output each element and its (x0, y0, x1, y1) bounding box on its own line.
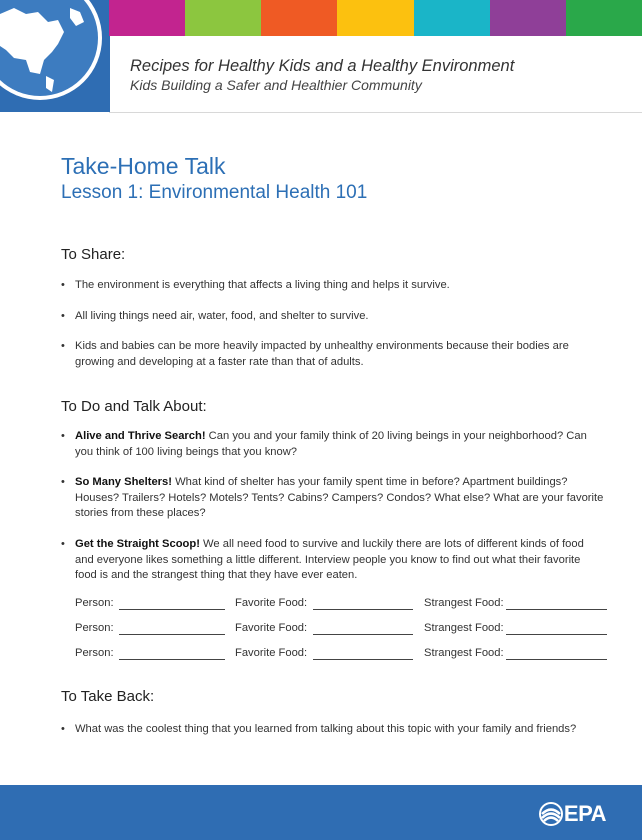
color-segment-orange (261, 0, 337, 36)
favorite-food-label: Favorite Food: (235, 647, 308, 659)
section-heading-to-do: To Do and Talk About: (61, 398, 207, 415)
bullet-icon: • (61, 430, 65, 442)
person-field[interactable] (119, 609, 225, 610)
favorite-food-field[interactable] (313, 659, 413, 660)
bullet-icon: • (61, 310, 65, 322)
globe-icon (0, 0, 110, 112)
epa-logo (538, 801, 606, 827)
strangest-food-field[interactable] (506, 609, 607, 610)
color-segment-teal (414, 0, 490, 36)
color-segment-yellow (337, 0, 413, 36)
color-segment-magenta (109, 0, 185, 36)
bullet-icon: • (61, 723, 65, 735)
bullet-icon: • (61, 476, 65, 488)
bullet-icon: • (61, 279, 65, 291)
interview-row (75, 647, 615, 663)
person-label: Person: (75, 622, 114, 634)
footer-bar (0, 785, 642, 840)
favorite-food-field[interactable] (313, 634, 413, 635)
strangest-food-field[interactable] (506, 634, 607, 635)
strangest-food-label: Strangest Food: (424, 597, 504, 609)
person-label: Person: (75, 597, 114, 609)
list-item: • So Many Shelters! What kind of shelter has your family spent time in before? Apartment buildings? Houses? Trailers? Hotels? Motels? Tents? Cabins? Campers? Condos? What else? What are your favorite stories from these places? (61, 476, 604, 519)
header-text (130, 56, 514, 94)
strangest-food-label: Strangest Food: (424, 622, 504, 634)
page-subtitle: Lesson 1: Environmental Health 101 (61, 182, 368, 203)
item-bold-label: So Many Shelters! (75, 476, 172, 488)
header-subtitle: Kids Building a Safer and Healthier Community (130, 77, 422, 93)
item-bold-label: Get the Straight Scoop! (75, 538, 200, 550)
list-item: • What was the coolest thing that you learned from talking about this topic with your family and friends? (61, 722, 621, 738)
interview-row (75, 597, 615, 613)
bullet-icon: • (61, 340, 65, 352)
strangest-food-field[interactable] (506, 659, 607, 660)
epa-flower-icon (538, 801, 564, 827)
color-segment-green (185, 0, 261, 36)
epa-logo-text: EPA (563, 801, 606, 826)
list-item: • Kids and babies can be more heavily impacted by unhealthy environments because their bodies are growing and developing at a faster rate than that of adults. (61, 340, 569, 368)
list-item: • Get the Straight Scoop! We all need food to survive and luckily there are lots of different kinds of food and everyone likes something a little different. Interview people you know to find out what their favorite food is and the strangest thing that they have ever eaten. (61, 538, 584, 581)
section-heading-to-take-back: To Take Back: (61, 688, 155, 705)
favorite-food-label: Favorite Food: (235, 597, 308, 609)
person-field[interactable] (119, 634, 225, 635)
color-segment-purple (490, 0, 566, 36)
list-item: • The environment is everything that affects a living thing and helps it survive. (61, 278, 611, 294)
color-segment-darkgreen (566, 0, 642, 36)
list-item: • All living things need air, water, food, and shelter to survive. (61, 309, 611, 325)
list-item: • Alive and Thrive Search! Can you and your family think of 20 living beings in your neighborhood? Can you think of 100 living beings that you know? (61, 430, 587, 458)
favorite-food-field[interactable] (313, 609, 413, 610)
header-title: Recipes for Healthy Kids and a Healthy Environment (130, 57, 515, 75)
header-color-bar (109, 0, 642, 36)
person-label: Person: (75, 647, 114, 659)
bullet-icon: • (61, 538, 65, 550)
item-bold-label: Alive and Thrive Search! (75, 430, 206, 442)
section-heading-to-share: To Share: (61, 246, 126, 263)
person-field[interactable] (119, 659, 225, 660)
page-title: Take-Home Talk (61, 153, 226, 179)
favorite-food-label: Favorite Food: (235, 622, 308, 634)
interview-row (75, 622, 615, 638)
strangest-food-label: Strangest Food: (424, 647, 504, 659)
header-divider (109, 112, 642, 113)
